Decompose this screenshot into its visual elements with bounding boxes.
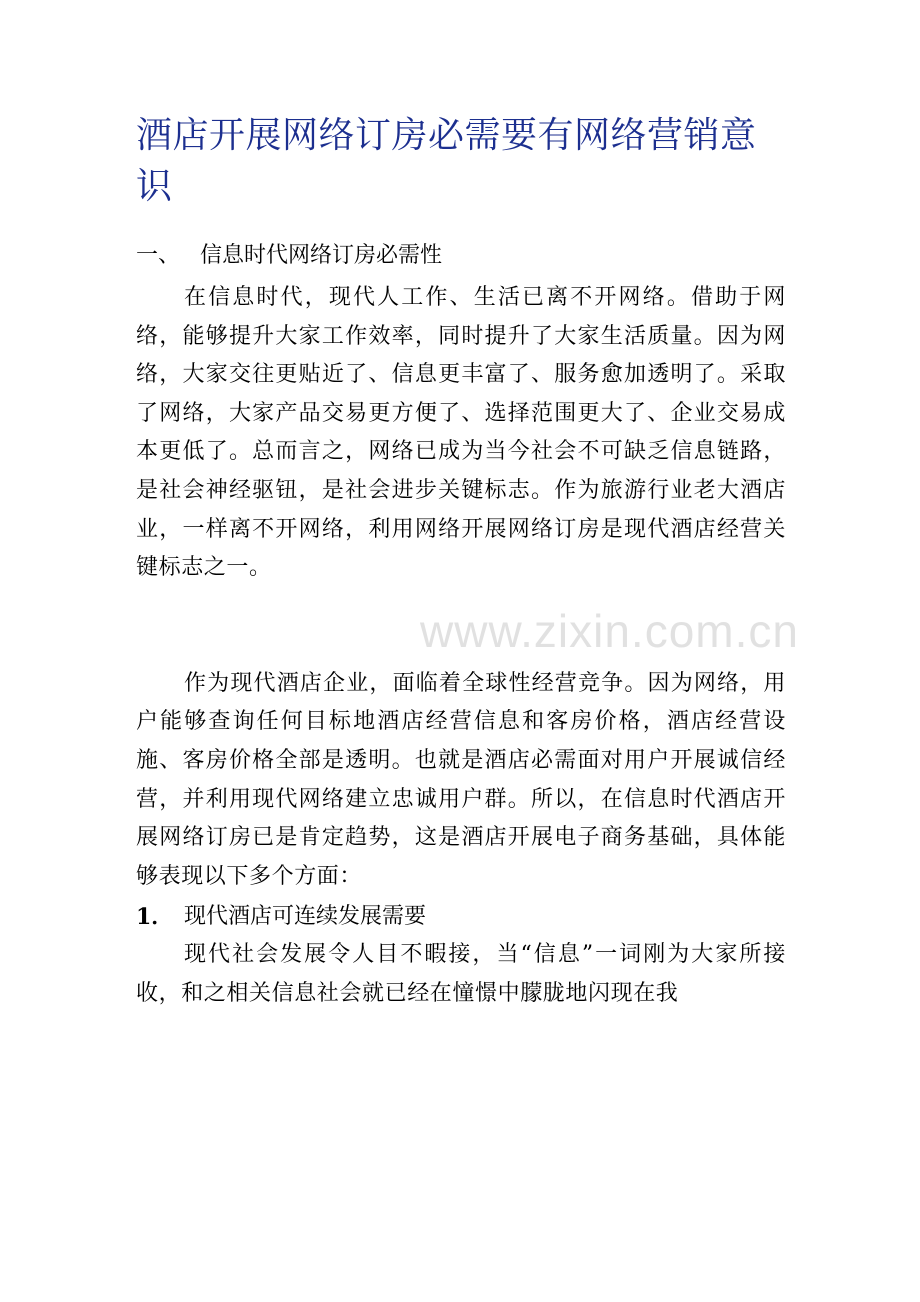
subsection-heading-text: 现代酒店可连续发展需要 (184, 904, 427, 930)
subsection-heading (136, 898, 786, 936)
paragraph-3: 现代社会发展令人目不暇接，当“信息”一词刚为大家所接收，和之相关信息社会就已经在憧憬中朦胧地闪现在我 (136, 942, 786, 1006)
document-title: 酒店开展网络订房必需要有网络营销意识 (136, 115, 757, 207)
paragraph-1: 在信息时代，现代人工作、生活已离不开网络。借助于网络，能够提升大家工作效率，同时提升了大家生活质量。因为网络，大家交往更贴近了、信息更丰富了、服务愈加透明了。采取了网络，大家产品交易更方便了、选择范围更大了、企业交易成本更低了。总而言之，网络已成为当今社会不可缺乏信息链路，是社会神经驱钮，是社会进步关键标志。作为旅游行业老大酒店业，一样离不开网络，利用网络开展网络订房是现代酒店经营关键标志之一。 (136, 285, 786, 581)
section-heading (136, 238, 786, 274)
section-number: 一、 (136, 243, 181, 268)
document-page (136, 110, 786, 1014)
paragraph-2: 作为现代酒店企业，面临着全球性经营竞争。因为网络，用户能够查询任何目标地酒店经营信息和客房价格，酒店经营设施、客房价格全部是透明。也就是酒店必需面对用户开展诚信经营，并利用现代网络建立忠诚用户群。所以，在信息时代酒店开展网络订房已是肯定趋势，这是酒店开展电子商务基础，具体能够表现以下多个方面： (136, 670, 786, 889)
section-heading-text: 信息时代网络订房必需性 (200, 243, 443, 268)
watermark: www.zixin.com.cn (420, 605, 799, 657)
subsection-number: 1． (136, 904, 174, 931)
